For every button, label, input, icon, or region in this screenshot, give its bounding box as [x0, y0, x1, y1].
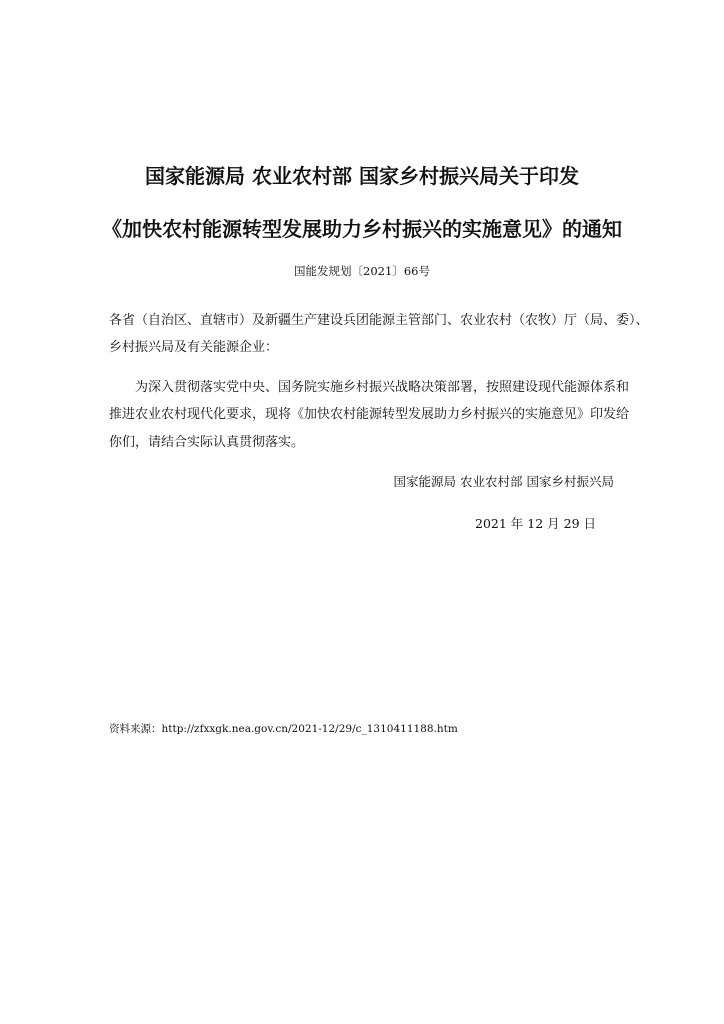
body-line: 你们，请结合实际认真贯彻落实。 — [109, 435, 305, 450]
date: 2021 年 12 月 29 日 — [475, 516, 596, 531]
body-line: 推进农业农村现代化要求，现将《加快农村能源转型发展助力乡村振兴的实施意见》印发给 — [109, 407, 630, 422]
source-note: 资料来源：http://zfxxgk.nea.gov.cn/2021-12/29/c_1310411188.htm — [109, 723, 458, 735]
salutation-line: 乡村振兴局及有关能源企业： — [109, 340, 279, 355]
document-number: 国能发规划〔2021〕66号 — [294, 264, 430, 278]
body-line: 为深入贯彻落实党中央、国务院实施乡村振兴战略决策部署，按照建设现代能源体系和 — [109, 380, 630, 395]
title-line-1: 国家能源局 农业农村部 国家乡村振兴局关于印发 — [145, 164, 579, 188]
salutation-line: 各省（自治区、直辖市）及新疆生产建设兵团能源主管部门、农业农村（农牧）厅（局、委）、 — [109, 313, 649, 328]
title-line-2: 《加快农村能源转型发展助力乡村振兴的实施意见》的通知 — [102, 217, 622, 241]
signature: 国家能源局 农业农村部 国家乡村振兴局 — [393, 474, 614, 489]
